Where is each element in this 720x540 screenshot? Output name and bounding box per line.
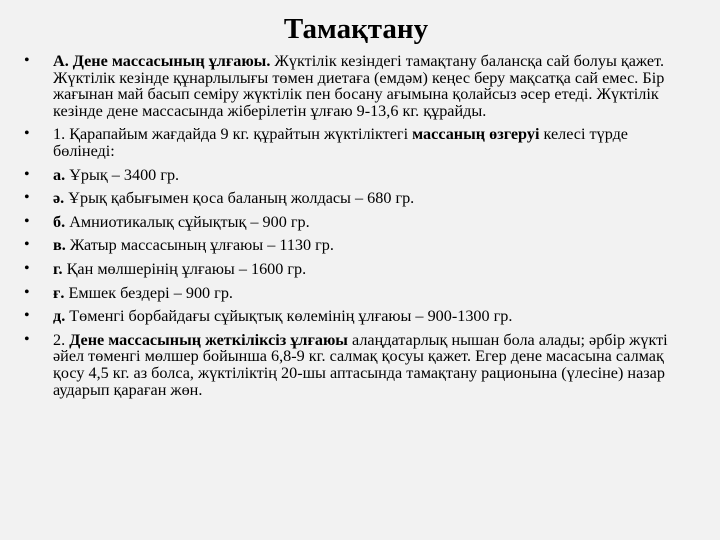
list-item (22, 285, 690, 302)
item-bold-text: Дене массасының жеткіліксіз ұлғаюы (69, 330, 348, 349)
bullet-icon: • (24, 307, 30, 325)
bullet-icon: • (24, 236, 30, 254)
list-item (22, 53, 690, 119)
item-text: Амниотикалық сұйықтық – 900 гр. (65, 212, 310, 231)
item-text: Ұрық қабығымен қоса баланың жолдасы – 680 гр. (64, 189, 415, 208)
item-bold-text: ғ. (53, 283, 65, 302)
item-text: алаңдатарлық нышан бола алады; әрбір жүкті әйел төменгі мөлшер бойынша 6,8-9 кг. салмақ қосуы қажет. Егер дене масасына салмақ қосу 4,5 кг. аз болса, жүктіліктің 20-шы аптасында тамақтану рационына (үлесіне) назар аударып қараған жөн. (53, 330, 668, 399)
item-text: Ұрық – 3400 гр. (65, 165, 180, 184)
item-text: Қан мөлшерінің ұлғаюы – 1600 гр. (62, 259, 307, 278)
item-text: Жүктілік кезіндегі тамақтану балансқа сай болуы қажет. Жүктілік кезінде құнарлылығы төмен диетаға (емдәм) кеңес беру мақсатқа сай емес. Бір жағынан май басып семіру жүктілік пен босану ағымына қолайсыз әсер етеді. Жүктілік кезінде дене массасында жіберілетін ұлғаю 9-13,6 кг. құрайды. (53, 52, 665, 120)
list-item (22, 167, 690, 184)
list-item (22, 237, 690, 254)
item-text: Төменгі борбайдағы сұйықтық көлемінің ұлғаюы – 900-1300 гр. (65, 307, 513, 326)
item-text: келесі түрде бөлінеді: (53, 125, 628, 160)
bullet-list (22, 53, 690, 398)
item-bold-text: в. (53, 236, 66, 255)
item-bold-text: а. (53, 165, 66, 184)
item-text: 2. (53, 330, 70, 349)
item-text: 1. Қарапайым жағдайда 9 кг. құрайтын жүктіліктегі (53, 125, 413, 144)
item-text: Жатыр массасының ұлғаюы – 1130 гр. (65, 236, 334, 255)
list-item (22, 190, 690, 207)
list-item (22, 126, 690, 159)
item-bold-text: А. Дене массасының ұлғаюы. (53, 52, 271, 70)
list-item (22, 261, 690, 278)
list-item (22, 332, 690, 398)
list-item (22, 308, 690, 325)
slide-title: Тамақтану (283, 13, 429, 45)
bullet-icon: • (24, 259, 30, 277)
item-bold-text: ә. (53, 189, 65, 208)
bullet-icon: • (24, 330, 30, 348)
item-bold-text: г. (53, 259, 63, 278)
item-bold-text: б. (53, 212, 66, 231)
bullet-icon: • (24, 189, 30, 207)
bullet-icon: • (24, 52, 30, 69)
item-text: Емшек бездері – 900 гр. (64, 283, 233, 302)
bullet-icon: • (24, 212, 30, 230)
bullet-icon: • (24, 125, 30, 143)
bullet-icon: • (24, 165, 30, 183)
bullet-icon: • (24, 283, 30, 301)
list-item (22, 214, 690, 231)
item-bold-text: д. (53, 307, 66, 326)
item-bold-text: массаның өзгеруі (412, 125, 540, 144)
